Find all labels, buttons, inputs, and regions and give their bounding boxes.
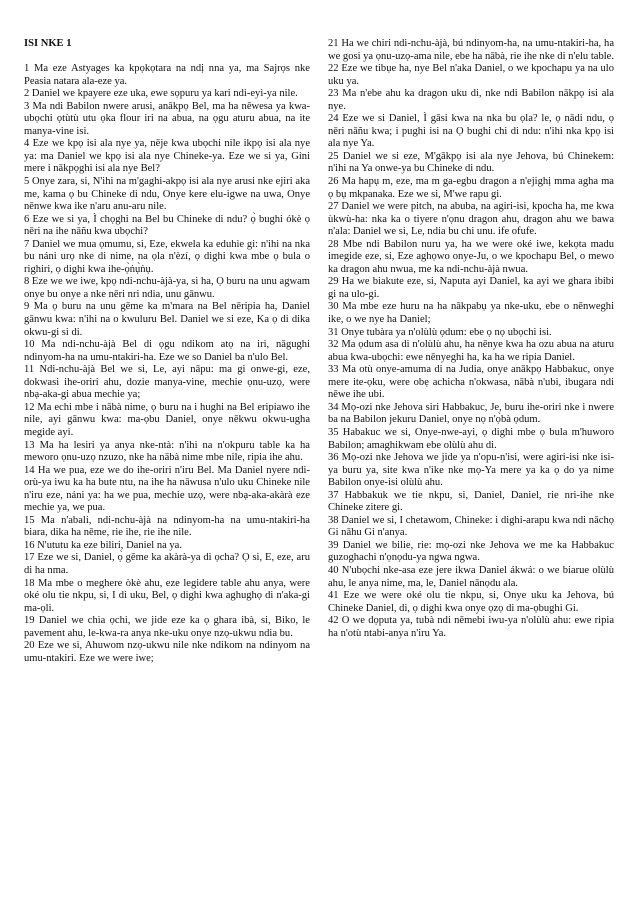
verse: 7 Daniel we mua ọmumu, si, Eze, ekwela ka eduhie gi: n'ihi na nka bu náni urọ nke di nime, na ọla n'èzí, ọ dighi kwa mbe ọ bula o righiri, ọ dighi kwa ihe-ọ̀ṅụ̀ṅụ. — [24, 238, 310, 275]
verse: 39 Daniel we bilie, rie: mọ-ozi nke Jehova we me ka Habbakuc guzoghachi n'ọnọdu-ya ngwa ngwa. — [328, 539, 614, 564]
verse: 15 Ma n'abali, ndi-nchu-àjà na ndinyom-ha na umu-ntakiri-ha biara, dika ha nēme, rie ihe, rie ihe nile. — [24, 514, 310, 539]
verse: 40 N'ubọchi nke-asa eze jere ikwa Daniel ákwá: o we biarue olùlù ahu, le anya nime, ma, le, Daniel nānọdu ala. — [328, 564, 614, 589]
verse: 24 Eze we si Daniel, Ì gāsi kwa na nka bu ọla? le, ọ nādi ndu, ọ nēri nāñu kwa; i pughi isi na Ọ bughi chi di ndu: n'ihi nka kpọ isi ala nye Ya. — [328, 113, 614, 150]
verse: 25 Daniel we si eze, M'gākpọ isi ala nye Jehova, bú Chinekem: n'ihi na Ya onwe-ya bu Chineke di ndu. — [328, 150, 614, 175]
verse: 21 Ha we chiri ndi-nchu-àjà, bú ndinyom-ha, na umu-ntakiri-ha, ha we gosi ya ọnu-uzọ-ama nile, ebe ha nābà, rie ihe nke di n'elu table. — [328, 38, 614, 62]
verse: 14 Ha we pua, eze we do ihe-oriri n'iru Bel. Ma Daniel nyere ndi-orù-ya iwu ka ha bute ntu, na ihe ha nāwusa n'ulo uku Chineke nile n'iru eze, náni ya: ha we pua, mechie uzọ, were nbạ-aka-akàrà eze mechie ya, we pua. — [24, 464, 310, 514]
verse: 19 Daniel we chìa ọchi, we jide eze ka ọ ghara ibà, si, Biko, le pavement ahu, le-kwa-ra anya nke-uku onye nzọ-ukwu ndia bu. — [24, 615, 310, 639]
verse: 26 Ma hapụ m, eze, ma m ga-egbu dragon a n'ejighị mma agha ma ọ bụ mkpanaka. Eze we si, M'we rapu gi. — [328, 176, 614, 200]
verse: 42 O we dọputa ya, tubà ndi nēmebi iwu-ya n'olùlù ahu: ewe ripia ha n'otù ntabi-anya n'iru Ya. — [328, 615, 614, 639]
right-column — [328, 38, 614, 878]
verse: 13 Ma ha lesiri ya anya nke-ntà: n'ihi na n'okpuru table ka ha meworo ọnu-uzọ nzuzo, nke ha nābà nime mbe nile, ripia ihe ahu. — [24, 439, 310, 464]
verse: 20 Eze we si, Ahuwom nzọ-ukwu nile nke ndikom na ndinyom na umu-ntakiri. Eze we were iwe; — [24, 640, 310, 664]
verse: 38 Daniel we si, I chetawom, Chineke: i dighi-arapu kwa ndi nāchọ Gi nāhu Gi n'anya. — [328, 514, 614, 539]
verse: 36 Mọ-ozi nke Jehova we jide ya n'opu-n'isi, were agiri-isi nke isi-ya buru ya, site kwa n'ike nke mọ-Ya mere ya ka ọ do ya nime Babilon onye-isi olùlù ahu. — [328, 452, 614, 489]
verse: 18 Ma mbe o meghere òkè ahu, eze legidere table ahu anya, were oké olu tie nkpu, si, I di uku, Bel, ọ dighi kwa aghughọ di n'aka-gi ma-ọli. — [24, 577, 310, 614]
verse: 11 Ndi-nchu-àjà Bel we si, Le, ayi nāpu: ma gi onwe-gi, eze, dokwasi ihe-oriri ahu, dozie manya-vine, mechie ọnu-uzọ, were nbạ-aka-gi abua mechie ya; — [24, 364, 310, 401]
verse: 23 Ma n'ebe ahu ka dragon uku di, nke ndi Babilon nākpọ isi ala nye. — [328, 88, 614, 112]
verse: 9 Ma ọ buru na unu gēme ka m'mara na Bel nēripia ha, Daniel gānwu kwa: n'ihi na o kwuluru Bel. Daniel we si eze, Ka ọ di dika okwu-gi si di. — [24, 301, 310, 338]
verse: 22 Eze we tibụe ha, nye Bel n'aka Daniel, o we kpochapu ya na ulo uku ya. — [328, 63, 614, 87]
verse: 27 Daniel we were pitch, na abuba, na agiri-isi, kpocha ha, me kwa ùkwù-ha: nka ka o tiyere n'ọnu dragon ahu, dragon ahu we bawa n'ala: Daniel we si, Le, ndia bu chi unu. ife ofufe. — [328, 201, 614, 238]
verse: 32 Ma ọdum asa di n'olùlù ahu, ha nēnye kwa ha ozu abua na aturu abua kwa-ubọchi: ewe nēnyeghi ha, ka ha we ripia Daniel. — [328, 339, 614, 363]
verse: 34 Mọ-ozi nke Jehova siri Habbakuc, Je, buru ihe-oriri nke i nwere ba na Babilon jekuru Daniel, onye nọ n'ọ̀bà ọdum. — [328, 401, 614, 426]
verse: 33 Ma otù onye-amuma di na Judia, onye anākpọ Habbakuc, onye mere ite-ọku, were obẹ achicha n'okwasa, nābà n'ubi, ibugara ndi nēwe ihe ubi. — [328, 364, 614, 401]
verse: 6 Eze we si ya, Ì chọghi na Bel bu Chineke di ndu? ọ̀ bughi ókè ọ nēri na ihe nāñu kwa ubọchi? — [24, 213, 310, 238]
verse: 5 Onye zara, si, N'ihi na m'gaghi-akpọ isi ala nye arusi nke ejiri aka me, kama ọ bu Chineke di ndu, Onye kere elu-igwe na uwa, Onye nēnwe kwa ike n'aru anu-aru nile. — [24, 176, 310, 213]
chapter-heading: ISI NKE 1 — [24, 38, 72, 49]
verse: 28 Mbe ndi Babilon nuru ya, ha we were oké iwe, kekọta madu imegide eze, si, Eze aghọwo onye-Ju, o we kpochapu Bel, o mewo ka dragon ahu nwua, me ka ndi-nchu-àjà nwua. — [328, 238, 614, 275]
verse: 10 Ma ndi-nchu-àjà Bel di ọgu ndikom atọ na iri, nāgughi ndinyom-ha na umu-ntakiri-ha. Eze we so Daniel ba n'ulo Bel. — [24, 339, 310, 363]
verse: 41 Eze we were oké olu tie nkpu, si, Onye uku ka Jehova, bú Chineke Daniel, di, ọ dighi kwa onye ọzọ di ma-ọbughi Gi. — [328, 590, 614, 614]
verse: 17 Eze we si, Daniel, ọ̀ gēme ka akàrà-ya di ọcha? Ọ si, E, eze, aru di ha nma. — [24, 552, 310, 576]
verse: 29 Ha we biakute eze, si, Naputa ayi Daniel, ka ayi we ghara ibibi gi na ulo-gi. — [328, 276, 614, 300]
verse: 16 N'ututu ka eze biliri, Daniel na ya. — [24, 539, 183, 551]
left-column — [24, 38, 310, 878]
verse: 12 Ma echi mbe i nābà nime, ọ buru na i hughi na Bel eripiawo ihe nile, ayi gānwu kwa: ma-ọbu Daniel, onye nēkwu okwu-ugha megide ayi. — [24, 401, 310, 438]
verse: 4 Eze we kpọ isi ala nye ya, nēje kwa ubọchi nile ikpọ isi ala nye ya: ma Daniel we kpọ isi ala nye Chineke-ya. Eze we si ya, Gini mere i nākpọghi isi ala nye Bel? — [24, 138, 310, 175]
verse: 35 Habakuc we si, Onye-nwe-ayi, ọ dighi mbe ọ bula m'huworo Babilon; amaghikwam ebe olùlù ahu di. — [328, 426, 614, 451]
verse: 8 Eze we we iwe, kpọ ndi-nchu-àjà-ya, si ha, Ọ buru na unu agwam onye bu onye a nke nēri nri ndia, unu gānwu. — [24, 276, 310, 300]
verse: 31 Onye tubàra ya n'olùlù ọdum: ebe ọ nọ ubọchi isi. — [328, 326, 552, 338]
verse: 37 Habbakuk we tie nkpu, si, Daniel, Daniel, rie nri-ihe nke Chineke zitere gi. — [328, 489, 614, 514]
verse: 30 Ma mbe eze huru na ha nākpabụ ya nke-uku, ebe o nēnweghi ike, o we nye ha Daniel; — [328, 301, 614, 326]
verse: 3 Ma ndi Babilon nwere arusi, anākpọ Bel, ma ha nēwesa ya kwa-ubọchi ọtùtù utu ọka flour iri na abua, na ọgu aturu abua, na ite manya-vine isi. — [24, 100, 310, 137]
verse: 1 Ma eze Astyages ka kpọkọtara na ndị nna ya, ma Sajrọs nke Peasia natara ala-eze ya. — [24, 63, 310, 87]
verse: 2 Daniel we kpayere eze uka, ewe sọpuru ya kari ndi-eyì-ya nile. — [24, 88, 298, 100]
document-page — [24, 38, 614, 878]
